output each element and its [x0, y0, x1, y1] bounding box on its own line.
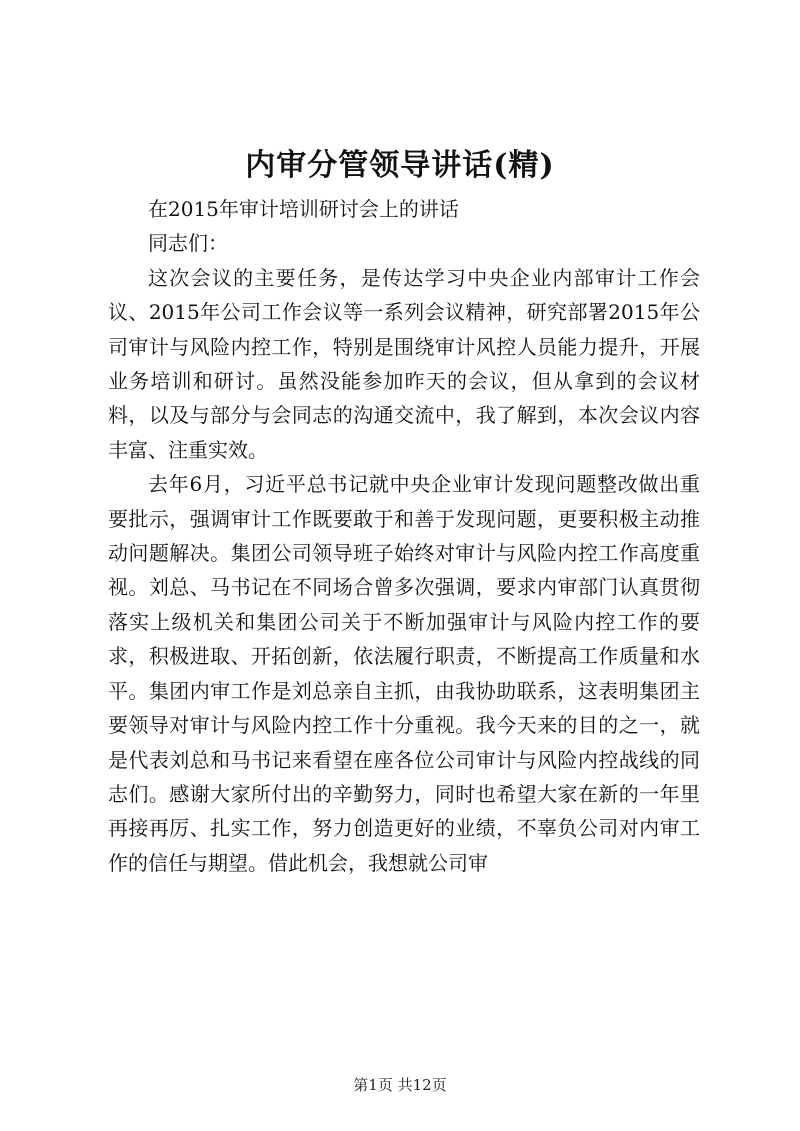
- paragraph-meeting-tasks: 这次会议的主要任务，是传达学习中央企业内部审计工作会议、2015年公司工作会议等一系列会议精神，研究部署2015年公司审计与风险内控工作，特别是围绕审计风控人员能力提升，开展业务培训和研讨。虽然没能参加昨天的会议，但从拿到的会议材料，以及与部分与会同志的沟通交流中，我了解到，本次会议内容丰富、注重实效。: [108, 265, 700, 462]
- paragraph-instructions: 去年6月，习近平总书记就中央企业审计发现问题整改做出重要批示，强调审计工作既要敢于和善于发现问题，更要积极主动推动问题解决。集团公司领导班子始终对审计与风险内控工作高度重视。刘总、马书记在不同场合曾多次强调，要求内审部门认真贯彻落实上级机关和集团公司关于不断加强审计与风险内控工作的要求，积极进取、开拓创新，依法履行职责，不断提高工作质量和水平。集团内审工作是刘总亲自主抓，由我协助联系，这表明集团主要领导对审计与风险内控工作十分重视。我今天来的目的之一，就是代表刘总和马书记来看望在座各位公司审计与风险内控战线的同志们。感谢大家所付出的辛勤努力，同时也希望大家在新的一年里再接再厉、扎实工作，努力创造更好的业绩，不辜负公司对内审工作的信任与期望。借此机会，我想就公司审: [108, 472, 700, 875]
- document-title: 内审分管领导讲话(精): [245, 148, 555, 183]
- paragraph-salutation: 同志们：: [148, 231, 228, 256]
- document-body: [108, 192, 700, 880]
- paragraph-subtitle: 在2015年审计培训研讨会上的讲话: [148, 197, 459, 221]
- page-number-footer: 第1页 共12页: [353, 1076, 447, 1094]
